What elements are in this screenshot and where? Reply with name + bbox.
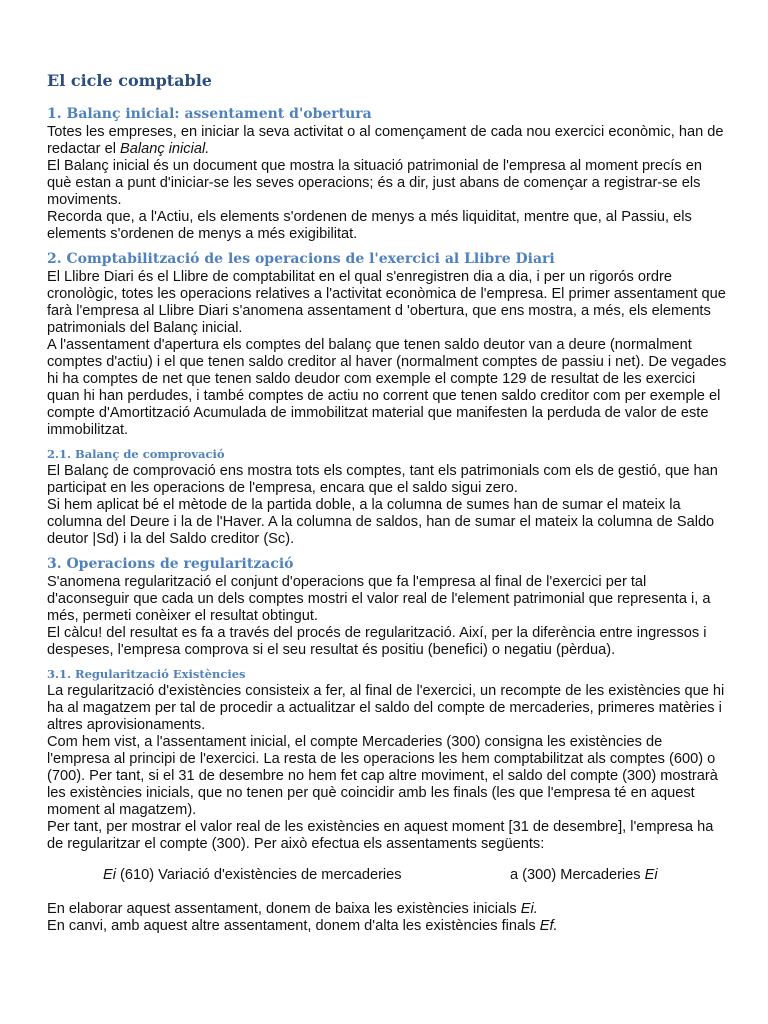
emphasis-text: Balanç inicial. [120, 141, 210, 157]
subsection-balanc-comprovacio [47, 446, 727, 548]
section-regularitzacio [47, 554, 727, 659]
paragraph: Per tant, per mostrar el valor real de les existències en aquest moment [31 de desembre], l'empresa ha de regularitzar el compte (300). Per això efectua els assentaments següents: [47, 819, 714, 852]
journal-entry [47, 867, 727, 889]
paragraph: El Balanç inicial és un document que mostra la situació patrimonial de l'empresa al moment precís en què estan a punt d'iniciar-se les seves operacions; és a dir, just abans de començar a registrar-se els moviments. [47, 158, 702, 208]
entry-text: a (300) Mercaderies [510, 867, 645, 883]
journal-entry-credit [510, 867, 658, 884]
paragraph [47, 901, 727, 918]
emphasis-text: Ei. [520, 901, 538, 917]
paragraph: El Llibre Diari és el Llibre de comptabilitat en el qual s'enregistren dia a dia, i per un rigorós ordre cronològic, totes les operacions relatives a l'activitat econòmica de l'empresa. El primer assentament que farà l'empresa al Llibre Diari s'anomena assentament d 'obertura, que ens mostra, a més, els elements patrimonials del Balanç inicial. [47, 269, 726, 336]
section-heading: 2. Comptabilització de les operacions de l'exercici al Llibre Diari [47, 251, 555, 267]
paragraph: El Balanç de comprovació ens mostra tots els comptes, tant els patrimonials com els de gestió, que han participat en les operacions de l'empresa, encara que el saldo sigui zero. [47, 463, 718, 496]
paragraph-text: En canvi, amb aquest altre assentament, donem d'alta les existències finals [47, 918, 540, 934]
paragraph [47, 124, 727, 158]
paragraph: La regularització d'existències consisteix a fer, al final de l'exercici, un recompte de les existències que hi ha al magatzem per tal de procedir a actualitzar el saldo del compte de mercaderies, primeres matèries i altres aprovisionaments. [47, 683, 725, 733]
paragraph: El càlcu! del resultat es fa a través del procés de regularització. Així, per la diferència entre ingressos i despeses, l'empresa comprova si el seu resultat és positiu (benefici) o negatiu (pèrdua). [47, 625, 707, 658]
section-llibre-diari [47, 249, 727, 439]
paragraph: Com hem vist, a l'assentament inicial, el compte Mercaderies (300) consigna les existències de l'empresa al principi de l'exercici. La resta de les operacions les hem comptabilitzat als comptes (600) o (700). Per tant, si el 31 de desembre no hem fet cap altre moviment, el saldo del compte (300) mostrarà les existències inicials, que no tenen per què coincidir amb les finals (les que l'empresa té en aquest moment al magatzem). [47, 734, 718, 818]
emphasis-text: Ei [103, 867, 116, 883]
subsection-heading: 3.1. Regularització Existències [47, 667, 246, 681]
paragraph [47, 918, 727, 935]
document-page [47, 70, 727, 935]
emphasis-text: Ef. [539, 918, 558, 934]
paragraph-text: Totes les empreses, en iniciar la seva activitat o al començament de cada nou exercici econòmic, han de redactar el [47, 124, 724, 157]
subsection-regularitzacio-existencies [47, 666, 727, 935]
section-balanc-inicial [47, 104, 727, 243]
document-title: El cicle comptable [47, 71, 212, 90]
journal-entry-debit [103, 867, 402, 884]
emphasis-text: Ei [644, 867, 658, 883]
section-heading: 3. Operacions de regularització [47, 556, 294, 572]
paragraph-text: En elaborar aquest assentament, donem de baixa les existències inicials [47, 901, 521, 917]
section-heading: 1. Balanç inicial: assentament d'obertura [47, 106, 372, 122]
paragraph: Recorda que, a l'Actiu, els elements s'ordenen de menys a més liquiditat, mentre que, al Passiu, els elements s'ordenen de menys a més exigibilitat. [47, 209, 692, 242]
paragraph: Si hem aplicat bé el mètode de la partida doble, a la columna de sumes han de sumar el mateix la columna del Deure i la de l'Haver. A la columna de saldos, han de sumar el mateix la columna de Saldo deutor |Sd) i la del Saldo creditor (Sc). [47, 497, 715, 547]
entry-text: (610) Variació d'existències de mercaderies [115, 867, 402, 883]
subsection-heading: 2.1. Balanç de comprovació [47, 447, 225, 461]
paragraph: A l'assentament d'apertura els comptes del balanç que tenen saldo deutor van a deure (normalment comptes d'actiu) i el que tenen saldo creditor al haver (normalment comptes de passiu i net). De vegades hi ha comptes de net que tenen saldo deudor com exemple el compte 129 de resultat de les exercici quan hi han perdudes, i també comptes de actiu no corrent que tenen saldo creditor com per exemple el compte d'Amortització Acumulada de immobilitzat material que manifesten la perduda de valor de este immobilitzat. [47, 337, 727, 438]
paragraph: S'anomena regularització el conjunt d'operacions que fa l'empresa al final de l'exercici per tal d'aconseguir que cada un dels comptes mostri el valor real de l'element patrimonial que representa i, a més, permeti conèixer el resultat obtingut. [47, 574, 711, 624]
